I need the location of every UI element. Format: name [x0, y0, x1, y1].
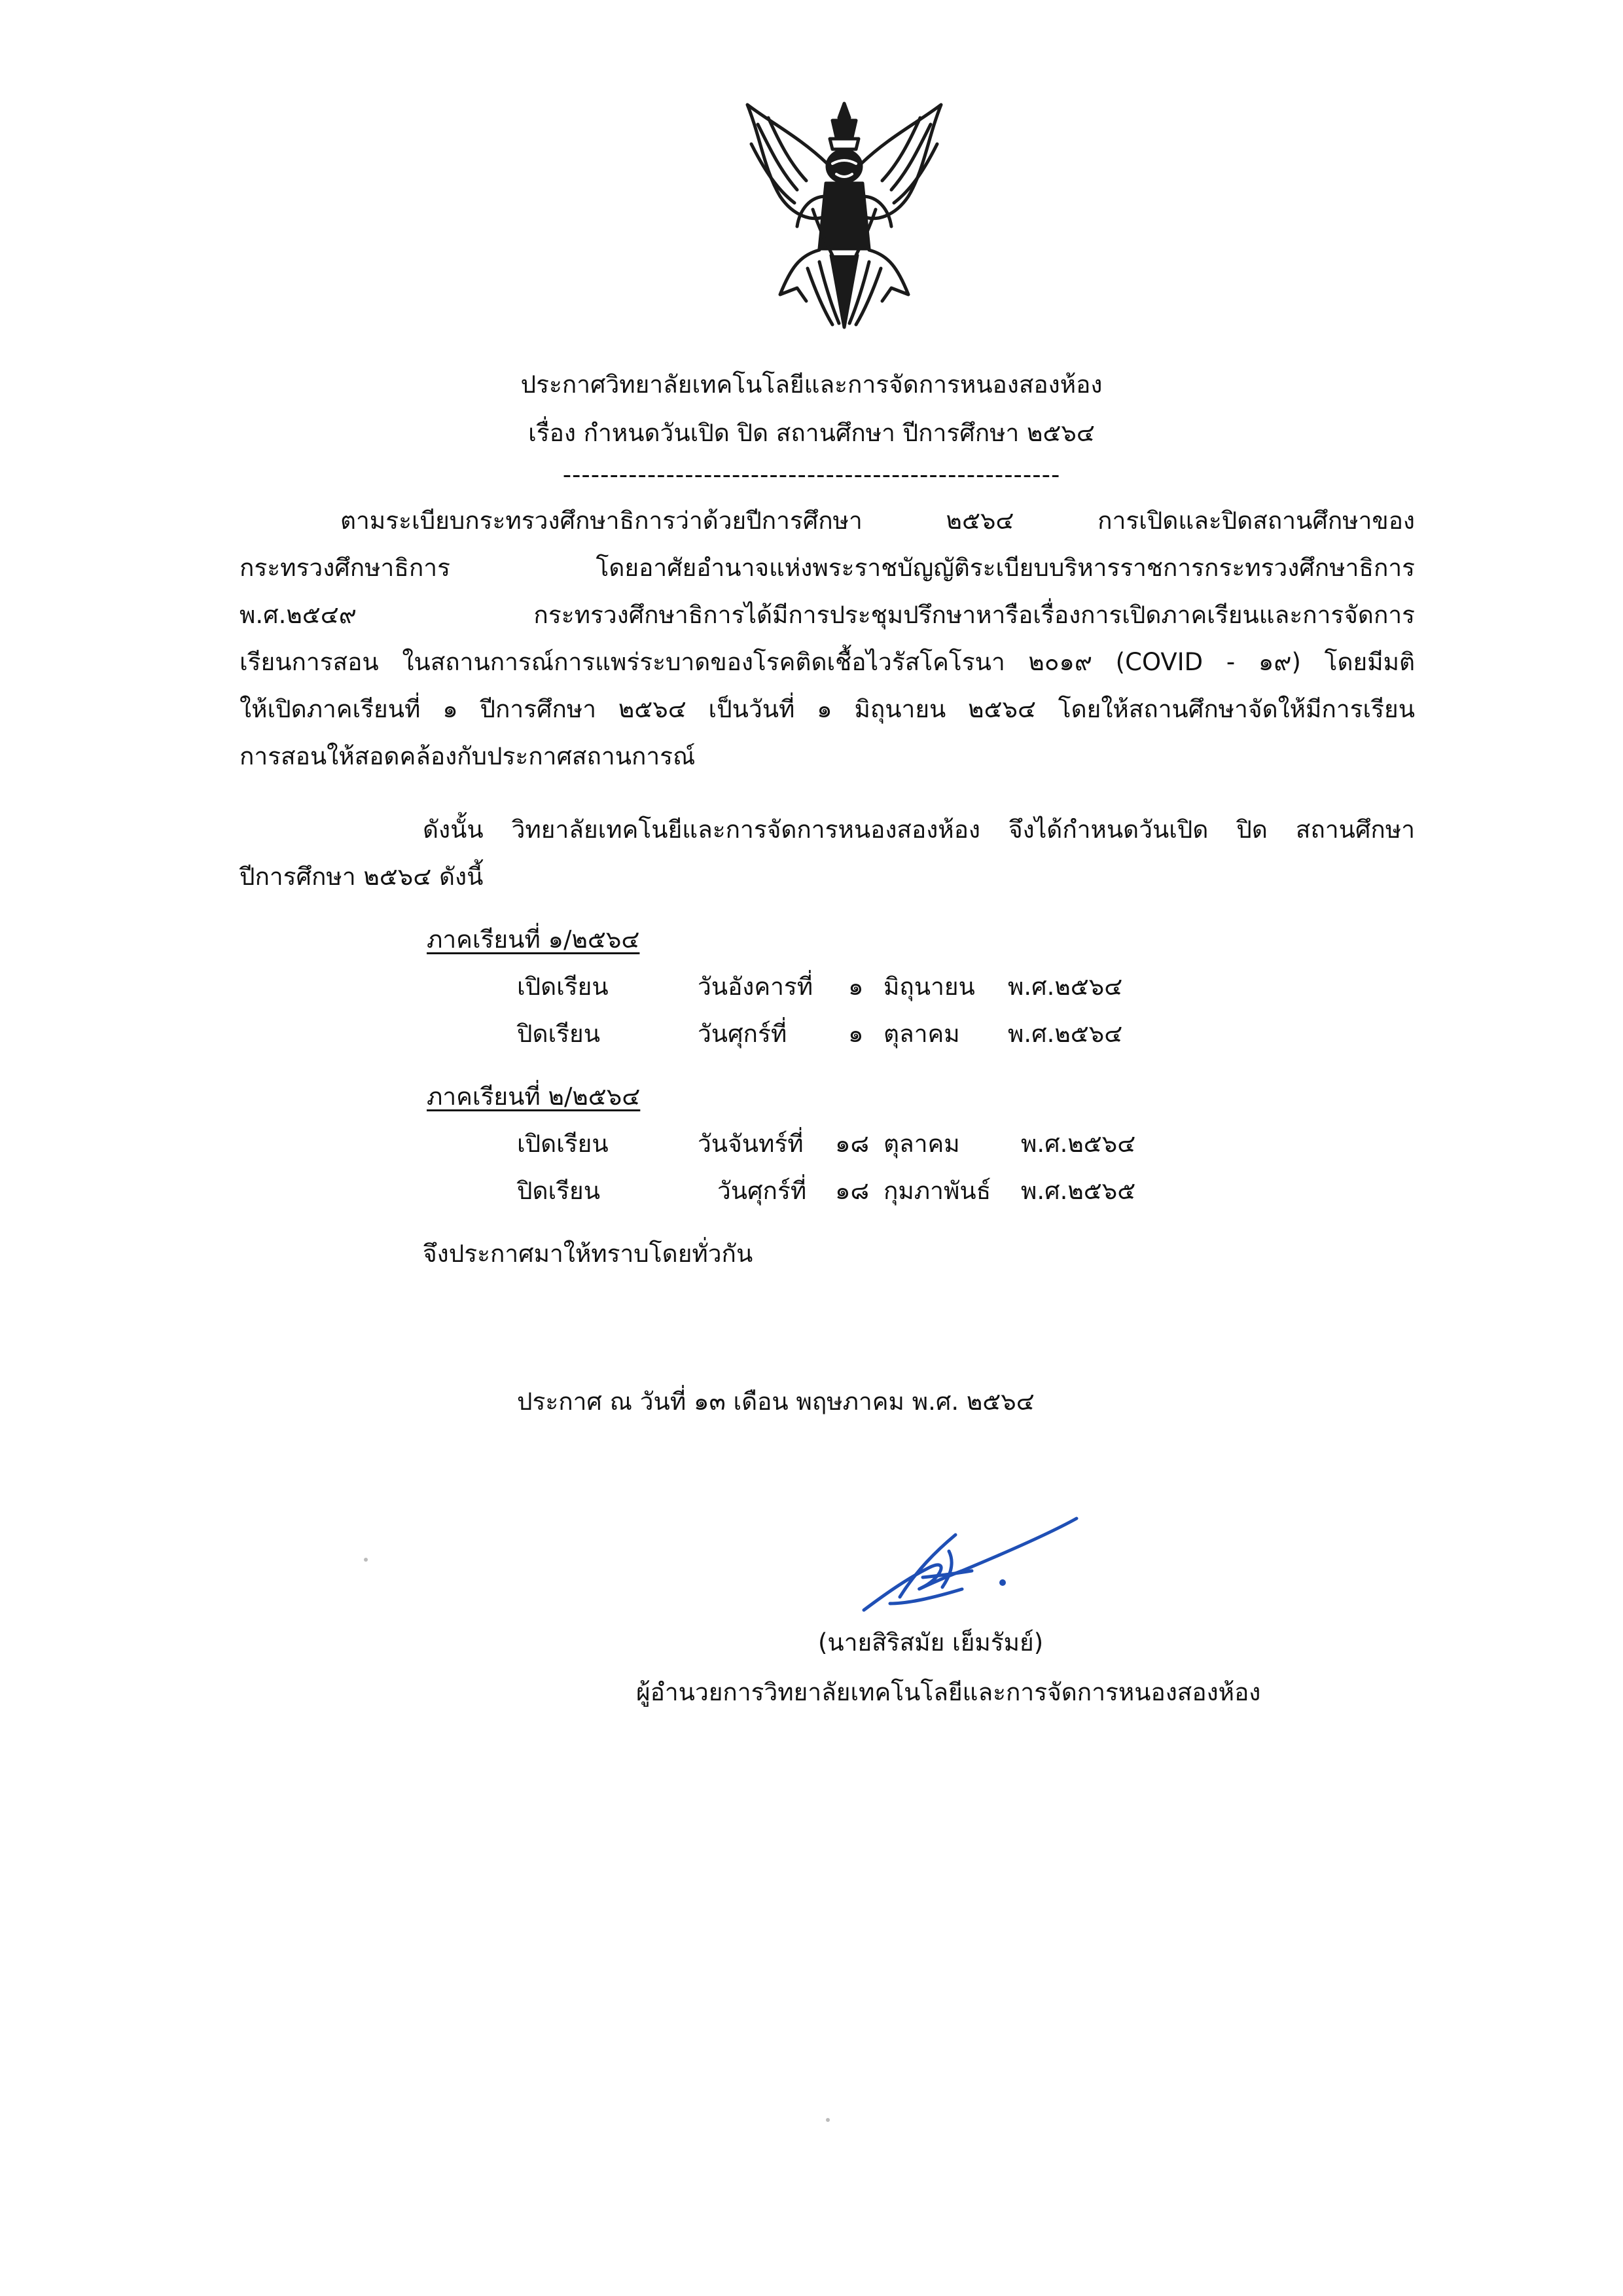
- paragraph-2-line-1: ดังนั้น วิทยาลัยเทคโนยีและการจัดการหนองสองห้อง จึงได้กำหนดวันเปิด ปิด สถานศึกษา: [423, 816, 1415, 844]
- closing-text: จึงประกาศมาให้ทราบโดยทั่วกัน: [423, 1240, 753, 1268]
- signatory-position: ผู้อำนวยการวิทยาลัยเทคโนโลยีและการจัดการหนองสองห้อง: [636, 1678, 1261, 1706]
- row-date: ๑: [848, 1020, 864, 1048]
- announcement-subject: เรื่อง กำหนดวันเปิด ปิด สถานศึกษา ปีการศึกษา ๒๕๖๔: [528, 419, 1095, 447]
- row-day: วันศุกร์ที่: [717, 1177, 807, 1205]
- signatory-name: (นายสิริสมัย เย็มรัมย์): [818, 1628, 1044, 1657]
- paragraph-1-line-5: ให้เปิดภาคเรียนที่ ๑ ปีการศึกษา ๒๕๖๔ เป็นวันที่ ๑ มิถุนายน ๒๕๖๔ โดยให้สถานศึกษาจัดให้มีการเรียน: [240, 695, 1415, 723]
- row-day: วันจันทร์ที่: [698, 1130, 804, 1158]
- paragraph-1-line-2: กระทรวงศึกษาธิการ โดยอาศัยอำนาจแห่งพระราชบัญญัติระเบียบบริหารราชการกระทรวงศึกษาธิการ: [240, 554, 1415, 582]
- paragraph-1-line-4: เรียนการสอน ในสถานการณ์การแพร่ระบาดของโรคติดเชื้อไวรัสโคโรนา ๒๐๑๙ (COVID - ๑๙) โดยมีมติ: [240, 648, 1415, 676]
- row-year: พ.ศ.๒๕๖๔: [1008, 973, 1123, 1001]
- row-year: พ.ศ.๒๕๖๔: [1008, 1020, 1123, 1048]
- paragraph-1-line-3: พ.ศ.๒๕๔๙ กระทรวงศึกษาธิการได้มีการประชุมปรึกษาหารือเรื่องการเปิดภาคเรียนและการจัดการ: [240, 601, 1415, 629]
- term-1-heading: ภาคเรียนที่ ๑/๒๕๖๔: [427, 925, 640, 954]
- row-day: วันอังคารที่: [698, 973, 813, 1001]
- row-date: ๑๘: [835, 1177, 870, 1205]
- row-label: เปิดเรียน: [517, 1130, 609, 1158]
- announcement-title: ประกาศวิทยาลัยเทคโนโลยีและการจัดการหนองสองห้อง: [520, 370, 1103, 399]
- term-2-heading: ภาคเรียนที่ ๒/๒๕๖๔: [427, 1083, 641, 1111]
- row-month: กุมภาพันธ์: [883, 1177, 991, 1205]
- row-date: ๑๘: [835, 1130, 870, 1158]
- row-date: ๑: [848, 973, 864, 1001]
- paragraph-1-line-6: การสอนให้สอดคล้องกับประกาศสถานการณ์: [240, 742, 696, 770]
- row-day: วันศุกร์ที่: [698, 1020, 787, 1048]
- row-label: เปิดเรียน: [517, 973, 609, 1001]
- row-label: ปิดเรียน: [517, 1177, 601, 1205]
- scan-speck: [826, 2118, 830, 2122]
- signature-image: [851, 1505, 1086, 1617]
- row-year: พ.ศ.๒๕๖๕: [1021, 1177, 1136, 1205]
- garuda-emblem-icon: [734, 98, 954, 334]
- row-label: ปิดเรียน: [517, 1020, 601, 1048]
- scan-speck: [364, 1558, 368, 1562]
- paragraph-2-line-2: ปีการศึกษา ๒๕๖๔ ดังนี้: [240, 863, 484, 891]
- announcement-date: ประกาศ ณ วันที่ ๑๓ เดือน พฤษภาคม พ.ศ. ๒๕๖๔: [517, 1388, 1035, 1416]
- heading-divider: -----------------------------------------------------: [562, 461, 1061, 489]
- paragraph-1-line-1: ตามระเบียบกระทรวงศึกษาธิการว่าด้วยปีการศึกษา ๒๕๖๔ การเปิดและปิดสถานศึกษาของ: [340, 507, 1415, 535]
- row-month: มิถุนายน: [883, 973, 975, 1001]
- row-month: ตุลาคม: [883, 1020, 960, 1048]
- row-year: พ.ศ.๒๕๖๔: [1021, 1130, 1136, 1158]
- row-month: ตุลาคม: [883, 1130, 960, 1158]
